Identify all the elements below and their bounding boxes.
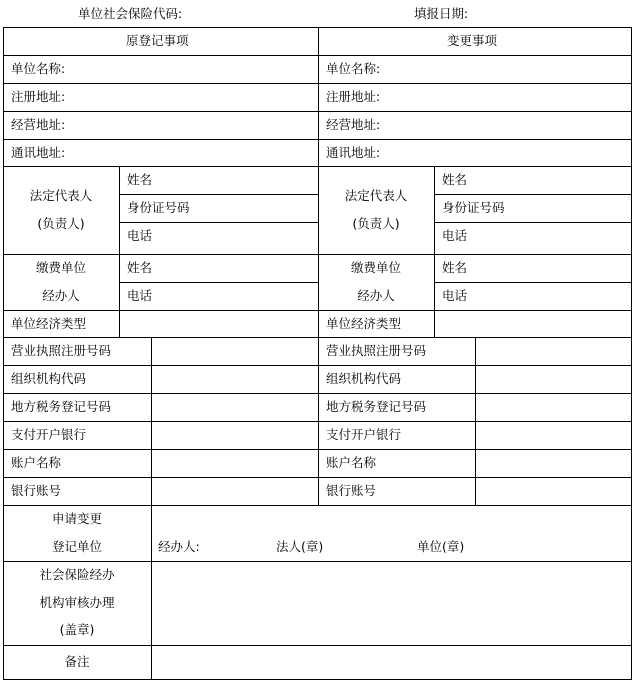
column-divider <box>151 337 152 680</box>
left-econ-type-label: 单位经济类型 <box>11 316 87 331</box>
column-divider <box>434 166 435 337</box>
right-rep-phone-label: 电话 <box>442 228 468 243</box>
right-payer-phone-label: 电话 <box>442 288 468 303</box>
apply-unit-label: 申请变更 <box>51 511 102 526</box>
insurance-code-label: 单位社会保险代码: <box>78 6 183 21</box>
right-account-name-label: 账户名称 <box>326 455 377 470</box>
left-account-name-label: 账户名称 <box>11 455 62 470</box>
row-divider <box>3 645 632 646</box>
right-org-code-label: 组织机构代码 <box>326 371 402 386</box>
left-payer-label: 缴费单位 <box>35 260 86 275</box>
left-tax-label: 地方税务登记号码 <box>11 399 112 414</box>
legal-seal-label: 法人(章) <box>276 539 324 554</box>
left-license-label: 营业执照注册号码 <box>11 343 112 358</box>
right-payer-label: 缴费单位 <box>350 260 401 275</box>
right-legal-rep-label: 法定代表人 <box>344 188 408 203</box>
fill-date-label: 填报日期: <box>414 6 469 21</box>
left-payer-name-label: 姓名 <box>127 260 153 275</box>
right-license-label: 营业执照注册号码 <box>326 343 427 358</box>
right-account-no-label: 银行账号 <box>326 483 377 498</box>
handler-signature-label: 经办人: <box>158 539 200 554</box>
apply-unit-sub-label: 登记单位 <box>51 539 102 554</box>
right-econ-type-label: 单位经济类型 <box>326 316 402 331</box>
left-legal-rep-sub-label: (负责人) <box>37 216 85 231</box>
right-bank-label: 支付开户银行 <box>326 427 402 442</box>
table-border-right <box>631 27 632 680</box>
right-payer-name-label: 姓名 <box>442 260 468 275</box>
review-agency-sub-label: 机构审核办理 <box>39 595 115 610</box>
right-rep-name-label: 姓名 <box>442 172 468 187</box>
column-title-changed: 变更事项 <box>447 33 498 48</box>
right-biz-address-label: 经营地址: <box>326 117 381 132</box>
row-divider <box>434 194 632 195</box>
right-unit-name-label: 单位名称: <box>326 61 381 76</box>
left-rep-phone-label: 电话 <box>127 228 153 243</box>
row-divider <box>3 505 632 506</box>
right-payer-sub-label: 经办人 <box>357 288 395 303</box>
row-divider <box>434 222 632 223</box>
unit-seal-label: 单位(章) <box>417 539 465 554</box>
column-divider <box>119 166 120 337</box>
row-divider <box>434 282 632 283</box>
left-mail-address-label: 通讯地址: <box>11 145 66 160</box>
row-divider <box>119 282 318 283</box>
right-rep-id-label: 身份证号码 <box>442 200 505 215</box>
right-tax-label: 地方税务登记号码 <box>326 399 427 414</box>
left-account-no-label: 银行账号 <box>11 483 62 498</box>
left-rep-id-label: 身份证号码 <box>127 200 190 215</box>
column-title-original: 原登记事项 <box>126 33 189 48</box>
left-bank-label: 支付开户银行 <box>11 427 87 442</box>
row-divider <box>3 561 632 562</box>
left-legal-rep-label: 法定代表人 <box>29 188 93 203</box>
remarks-label: 备注 <box>64 654 90 669</box>
left-payer-phone-label: 电话 <box>127 288 153 303</box>
left-biz-address-label: 经营地址: <box>11 117 66 132</box>
left-reg-address-label: 注册地址: <box>11 89 66 104</box>
row-divider <box>119 222 318 223</box>
left-unit-name-label: 单位名称: <box>11 61 66 76</box>
left-payer-sub-label: 经办人 <box>42 288 80 303</box>
row-divider <box>119 194 318 195</box>
right-legal-rep-sub-label: (负责人) <box>352 216 400 231</box>
review-agency-label: 社会保险经办 <box>39 567 115 582</box>
column-divider <box>475 337 476 505</box>
table-border-bottom <box>3 679 632 680</box>
left-org-code-label: 组织机构代码 <box>11 371 87 386</box>
right-mail-address-label: 通讯地址: <box>326 145 381 160</box>
review-seal-label: (盖章) <box>59 622 95 637</box>
left-rep-name-label: 姓名 <box>127 172 153 187</box>
right-reg-address-label: 注册地址: <box>326 89 381 104</box>
